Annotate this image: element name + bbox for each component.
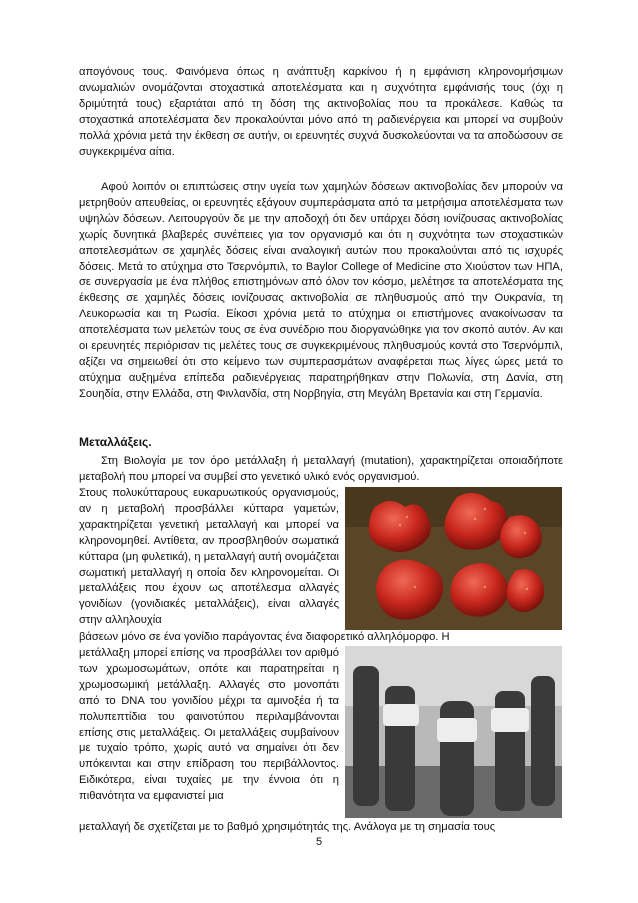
- page-number: 5: [315, 836, 323, 848]
- paragraph-2-text: Αφού λοιπόν οι επιπτώσεις στην υγεία των χαμηλών δόσεων ακτινοβολίας δεν μπορούν να μετρηθούν απευθείας, οι ερευνητές εξάγουν συμπεράσματα από τα μετρήσιμα αποτελέσματα των υψηλών δόσεων. Λειτουργούν δε με την αποδοχή ότι δεν υπάρχει δόση ιονίζουσας ακτινοβολίας χωρίς δυνητικά βλαβερές συνέπειες για τον οργανισμό και ότι η συχνότητα των στοχαστικών αποτελεσμάτων σε χαμηλές δόσεις είναι αναλογική αυτών που προκαλούνται από τις ισχυρές δόσεις. Μετά το ατύχημα στο Τσερνόμπιλ, το Baylor College of Medicine στο Χιούστον των ΗΠΑ, σε συνεργασία με ένα πλήθος επιστημόνων από όλον τον κόσμο, μελέτησε τα αποτελέσματα της έκθεσης σε χαμηλές δόσεις ιονίζουσας ακτινοβολία σε πληθυσμούς από την Ουκρανία, τη Λευκορωσία και τη Ρωσία. Είκοσι χρόνια μετά το ατύχημα οι επιστήμονες ανακοίνωσαν τα αποτελέσματα των μελετών τους σε ένα συνέδριο που διοργανώθηκε για τον σκοπό αυτόν. Αν και οι ερευνητές περιόρισαν τις μελέτες τους σε συγκεκριμένους πληθυσμούς κοντά στο Τσερνόμπιλ, αξίζει να σημειωθεί ότι στο κείμενο των συμπερασμάτων αναφέρεται πως λίγες ώρες μετά το ατύχημα αυξημένα επίπεδα ραδιενέργειας παρατηρήθηκαν στην Πολωνία, στη Δανία, στη Σουηδία, στην Ελλάδα, στη Φινλανδία, στη Νορβηγία, στη Μεγάλη Βρετανία και στη Γερμανία.: [79, 181, 563, 400]
- children-image: [345, 646, 562, 818]
- strawberries-image: [345, 487, 562, 630]
- wrapped-text-1: Στους πολυκύτταρους ευκαρυωτικούς οργανισμούς, αν η μεταβολή προσβάλλει κύτταρα γαμετών, χαρακτηρίζεται γενετική μεταλλαγή και μπορεί να κληρονομηθεί. Αντίθετα, αν προσβληθούν σωματικά κύτταρα (μη φυλετικά), η μεταλλαγή αυτή ονομάζεται σωματική μεταλλαγή η οποία δεν κληρονομείται. Οι μεταλλάξεις που έχουν ως αποτέλεσμα αλλαγές γονιδίων (γονιδιακές μεταλλάξεις), είναι αλλαγές στην αλληλουχία: [79, 487, 339, 627]
- full-width-line: βάσεων μόνο σε ένα γονίδιο παράγοντας ένα διαφορετικό αλληλόμορφο. Η: [79, 631, 450, 643]
- paragraph-mutation-definition: [79, 454, 563, 486]
- wrapped-text-2: μετάλλαξη μπορεί επίσης να προσβάλλει τον αριθμό των χρωμοσωμάτων, οπότε και παρατηρείται η χρωμοσωμική μετάλλαξη. Αλλαγές στο μονοπάτι από το DNA του γονιδίου μέχρι τα αμινοξέα ή τα πολυπεπτίδια του φαινοτύπου περιλαμβάνονται επίσης στις μεταλλάξεις. Οι μεταλλάξεις συμβαίνουν με τυχαίο τρόπο, χωρίς αυτό να σημαίνει ότι δεν υπόκεινται και στην επίδραση του περιβάλλοντος. Ειδικότερα, είναι τυχαίες με την έννοια ότι η πιθανότητα να εμφανιστεί μια: [79, 647, 339, 803]
- mutated-strawberries-photo: [345, 487, 562, 630]
- paragraph-radiation-effects: [79, 65, 563, 160]
- paragraph-3-text: Στη Βιολογία με τον όρο μετάλλαξη ή μεταλλαγή (mutation), χαρακτηρίζεται οποιαδήποτε μεταβολή που μπορεί να συμβεί στο γενετικό υλικό ενός οργανισμού.: [79, 455, 563, 483]
- children-bw-photo: [345, 646, 562, 818]
- section-heading: Μεταλλάξεις.: [79, 435, 152, 449]
- last-line: μεταλλαγή δε σχετίζεται με το βαθμό χρησιμότητάς της. Ανάλογα με τη σημασία τους: [79, 821, 496, 833]
- paragraph-1-text: απογόνους τους. Φαινόμενα όπως η ανάπτυξη καρκίνου ή η εμφάνιση κληρονομήσιμων ανωμαλιών ονομάζονται στοχαστικά αποτελέσματα και η συχνότητα εμφάνισής τους (όχι η δριμύτητά τους) εξαρτάται από τη δόση της ακτινοβολίας που τα προκάλεσε. Καθώς τα στοχαστικά αποτελέσματα δεν προκαλούνται μόνο από τη ραδιενέργεια και μπορεί να συμβούν πολλά χρόνια μετά την έκθεση σε αυτήν, οι ερευνητές συχνά δυσκολεύονται να τα αποδώσουν σε συγκεκριμένα αίτια.: [79, 66, 563, 158]
- paragraph-chernobyl-study: [79, 180, 563, 403]
